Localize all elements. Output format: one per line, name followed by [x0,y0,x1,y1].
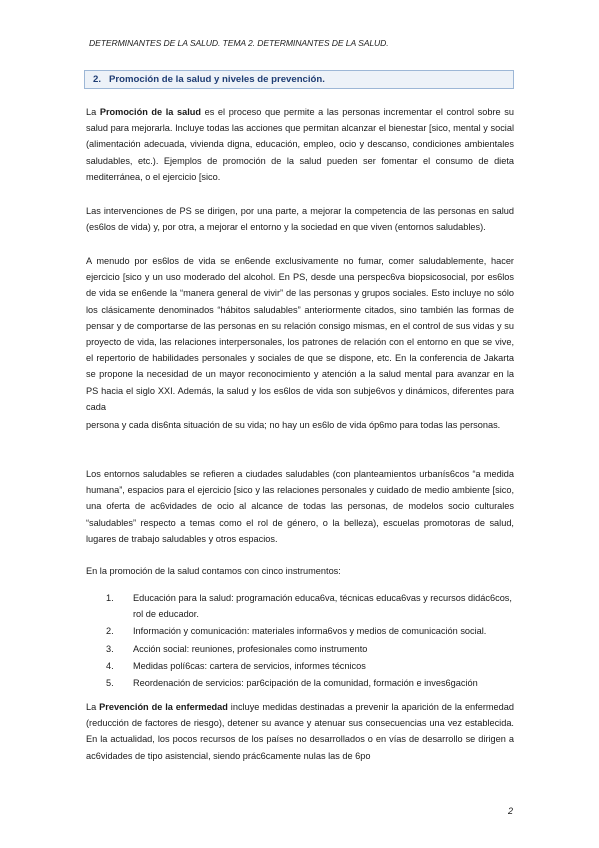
list-item [106,658,516,674]
list-item-number: 2. [106,626,114,637]
paragraph-ps-interventions: Las intervenciones de PS se dirigen, por una parte, a mejorar la competencia de las personas en salud (es6los de vida) y, por otra, a mejorar el entorno y la sociedad en que viven (entornos saludables). [86,206,514,233]
list-item-text: Acción social: reuniones, profesionales como instrumento [133,643,368,654]
list-item [106,641,516,657]
list-item [106,623,516,639]
running-header: DETERMINANTES DE LA SALUD. TEMA 2. DETERMINANTES DE LA SALUD. [89,38,389,48]
instruments-list [106,590,516,692]
term-health-promotion: Promoción de la salud [99,107,202,117]
list-item-text: Medidas polí6cas: cartera de servicios, informes técnicos [133,660,366,671]
paragraph-health-promotion [86,104,514,185]
paragraph-lifestyles: A menudo por es6los de vida se en6ende exclusivamente no fumar, comer saludablemente, hacer ejercicio [sico y un uso moderado del alcohol. En PS, desde una perspec6va biopsicosocial, por es6los de vida se en6ende la “manera general de vivir” de las personas y grupos sociales. Esto incluye no sólo los clásicamente denominados “hábitos saludables” anteriormente citados, sino también las formas de pensar y de comportarse de las personas en su relación consigo mismas, en el control de sus vidas y su proyecto de vida, las relaciones interpersonales, los patrones de relación con el entorno en que se vive, el repertorio de habilidades personales y sociales de que se dispone, etc. En la conferencia de Jakarta se propone la necesidad de un mayor reconocimiento y atención a la salud mental para avanzar en la PS hacia el siglo XXI. Además, la salud y los es6los de vida son subje6vos y dinámicos, diferentes para cada [86,256,514,412]
paragraph-text: incluye medidas destinadas a prevenir la aparición de la enfermedad (reducción de factores de riesgo), detener su avance y atenuar sus consecuencias una vez establecida. En la actualidad, los pocos recursos de los países no desarrollados o en vías de desarrollo se dirigen a ac6vidades de tipo asistencial, siendo prác6camente nulas las de 6po [86,702,514,761]
paragraph-disease-prevention [86,699,514,764]
paragraph-text: La [86,107,100,117]
paragraph-instruments-intro: En la promoción de la salud contamos con cinco instrumentos: [86,566,341,576]
list-item-number: 3. [106,643,114,654]
paragraph-healthy-environments: Los entornos saludables se refieren a ciudades saludables (con planteamientos urbanís6cos “a medida humana”, espacios para el ejercicio [sico y las relaciones personales y cuidado de medio ambiente [sico, una oferta de ac6vidades de ocio al alcance de todas las personas, de modelos socio culturales “saludables” respecto a temas como el rol de género, o la belleza), escuelas promotoras de salud, lugares de trabajo saludables y otros espacios. [86,469,514,544]
section-number: 2. [93,74,102,85]
list-item-number: 5. [106,678,114,689]
section-title [93,74,325,85]
paragraph-text: es el proceso que permite a las personas incrementar el control sobre su salud para mejorarla. Incluye todas las acciones que permitan alcanzar el bienestar [sico, mental y social (alimentación adecuada, vivienda digna, educación, empleo, ocio y descanso, condiciones ambientales saludables, etc.). Ejemplos de promoción de la salud pueden ser fomentar el consumo de dieta mediterránea, o el ejercicio [sico. [86,107,514,182]
page-number: 2 [508,806,514,816]
paragraph-text: La [86,702,100,712]
list-item-text: Educación para la salud: programación educa6va, técnicas educa6vas y recursos didác6cos, rol de educador. [133,593,512,620]
list-item-text: Reordenación de servicios: par6cipación de la comunidad, formación e inves6gación [133,678,478,689]
list-item-text: Información y comunicación: materiales informa6vos y medios de comunicación social. [133,626,487,637]
list-item [106,675,516,691]
list-item-number: 4. [106,660,114,671]
section-heading [84,70,514,89]
paragraph-lifestyles-continued: persona y cada dis6nta situación de su vida; no hay un es6lo de vida óp6mo para todas las personas. [86,420,501,430]
section-title-text: Promoción de la salud y niveles de prevención. [109,74,325,85]
list-item-number: 1. [106,593,114,603]
term-disease-prevention: Prevención de la enfermedad [99,702,228,712]
list-item [106,590,516,622]
